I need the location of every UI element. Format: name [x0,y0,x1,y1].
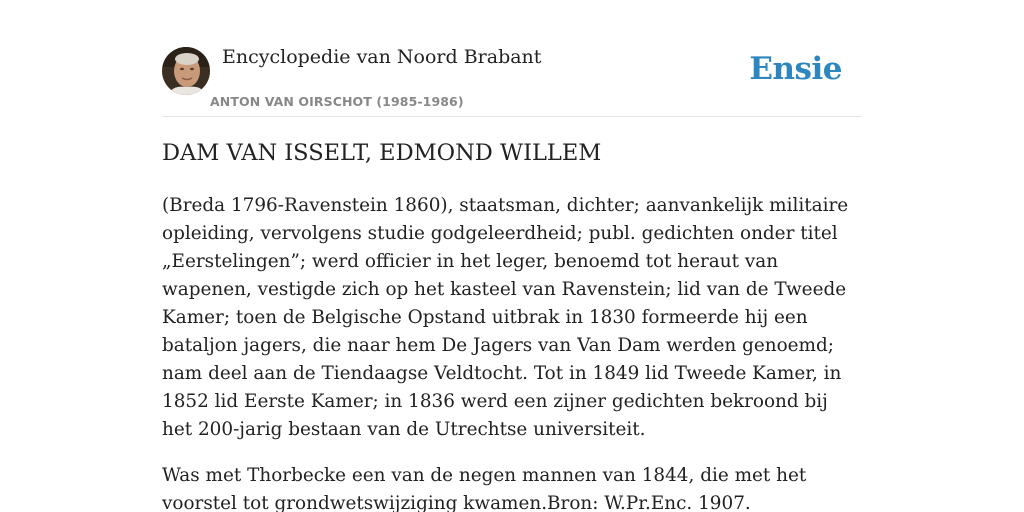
author-portrait-icon [162,47,210,95]
article-body [162,192,862,512]
article-paragraph: Was met Thorbecke een van de negen mannen van 1844, die met het voorstel tot grondwetswijziging kwamen.Bron: W.Pr.Enc. 1907. [162,465,807,512]
article-paragraph: (Breda 1796-Ravenstein 1860), staatsman, dichter; aanvankelijk militaire opleiding, vervolgens studie godgeleerdheid; publ. gedichten onder titel „Eerstelingen”; werd officier in het leger, benoemd tot heraut van wapenen, vestigde zich op het kasteel van Ravenstein; lid van de Tweede Kamer; toen de Belgische Opstand uitbrak in 1830 formeerde hij een bataljon jagers, die naar hem De Jagers van Van Dam werden genoemd; nam deel aan de Tiendaagse Veldtocht. Tot in 1849 lid Tweede Kamer, in 1852 lid Eerste Kamer; in 1836 werd een zijner gedichten bekroond bij het 200-jarig bestaan van de Utrechtse universiteit. [162,195,849,440]
article-title: DAM VAN ISSELT, EDMOND WILLEM [162,140,602,166]
ensie-logo[interactable]: Ensie [749,51,842,87]
source-header [162,46,862,117]
source-title[interactable]: Encyclopedie van Noord Brabant [222,46,542,68]
author-name[interactable]: ANTON VAN OIRSCHOT (1985-1986) [210,94,464,109]
author-avatar[interactable] [162,47,210,95]
